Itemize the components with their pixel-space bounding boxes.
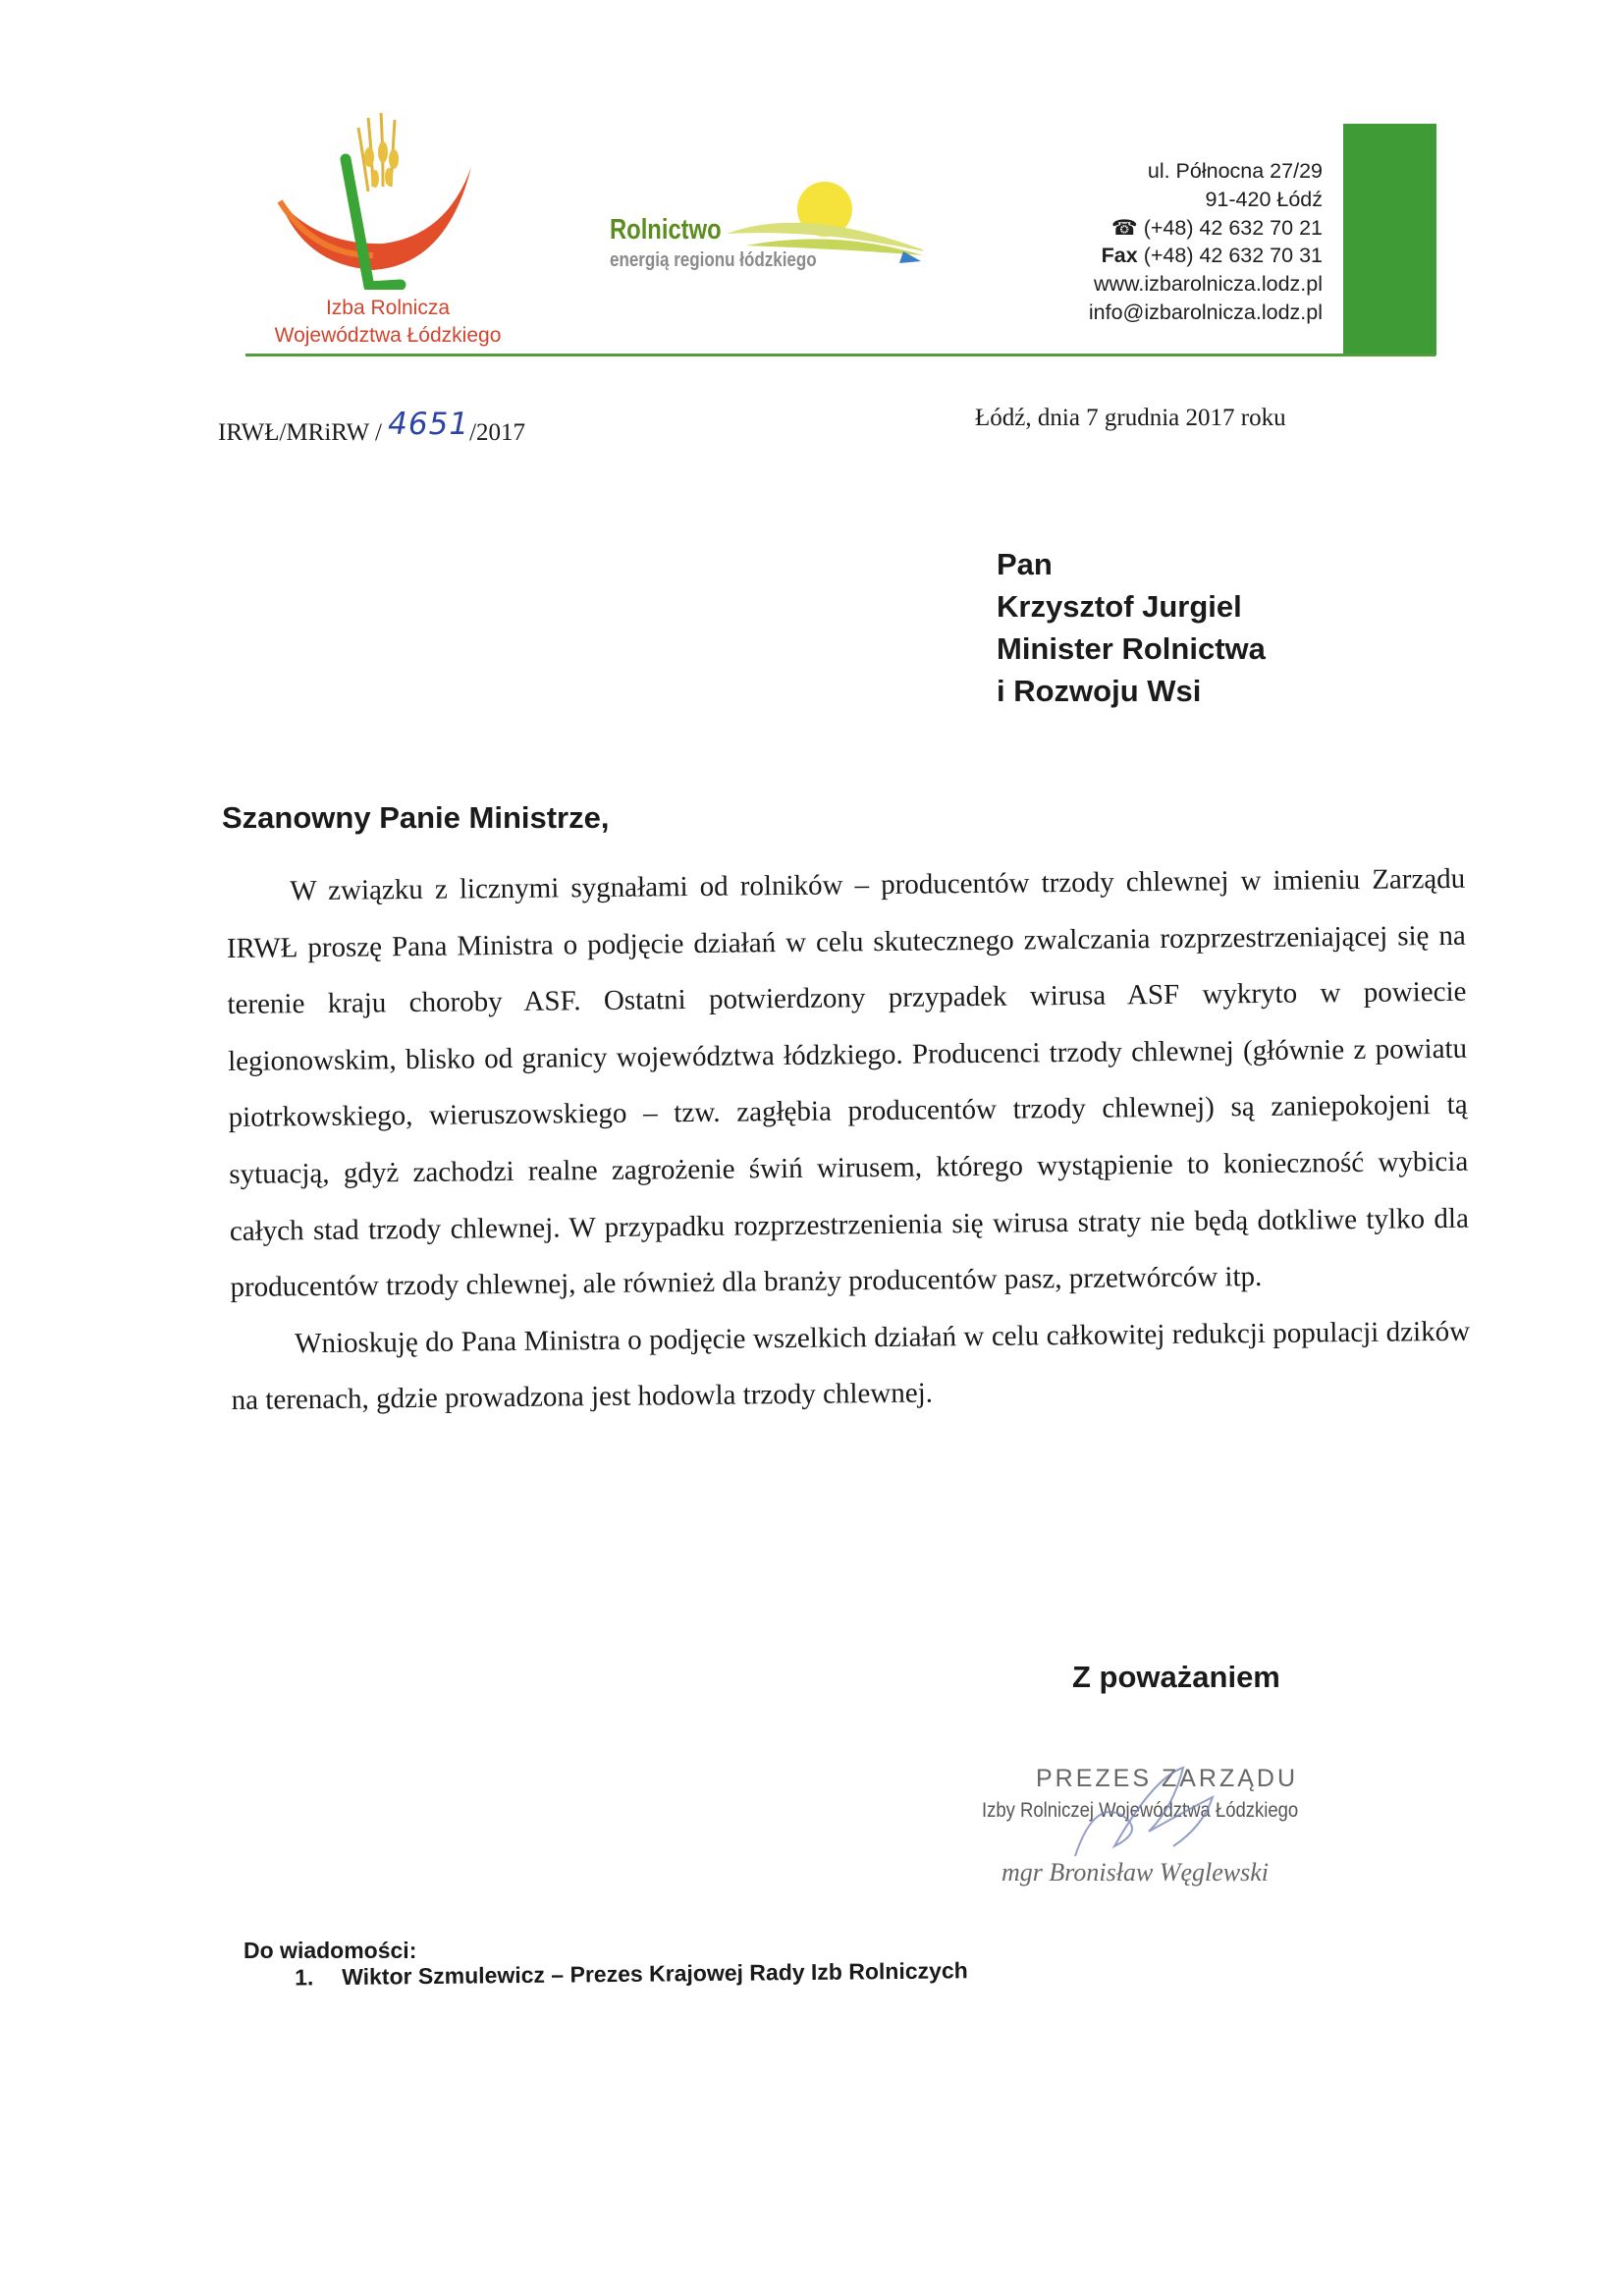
stamp-signatory: mgr Bronisław Węglewski: [1001, 1858, 1270, 1886]
copy-to-text: Wiktor Szmulewicz – Prezes Krajowej Rady Izb Rolniczych: [342, 1957, 968, 1990]
slogan-title: Rolnictwo: [610, 214, 722, 246]
org-name-line: Izba Rolnicza: [325, 297, 451, 319]
ref-handwritten-number: 4651: [388, 407, 470, 442]
ref-suffix: /2017: [469, 419, 526, 446]
fax-line: [999, 242, 1323, 270]
stamp-organization: Izby Rolniczej Województwa Łódzkiego: [982, 1799, 1299, 1822]
organization-name: [245, 295, 530, 350]
closing-phrase: Z poważaniem: [1072, 1660, 1280, 1694]
addressee-line: Krzysztof Jurgiel: [997, 589, 1242, 624]
fax-number: (+48) 42 632 70 31: [1143, 244, 1323, 268]
addressee-block: [997, 543, 1266, 712]
org-name-line: Województwa Łódzkiego: [274, 324, 502, 347]
slogan-subtitle: energią regionu łódzkiego: [610, 249, 817, 271]
green-accent-bar: [1343, 124, 1436, 355]
copy-to-number: 1.: [295, 1964, 314, 1991]
stamp-title: PREZES ZARZĄDU: [1036, 1765, 1299, 1792]
header-divider: [245, 354, 1435, 356]
letter-date: Łódź, dnia 7 grudnia 2017 roku: [975, 405, 1286, 431]
address-street: ul. Północna 27/29: [1147, 159, 1323, 183]
addressee-line: i Rozwoju Wsi: [997, 674, 1202, 708]
ref-prefix: IRWŁ/MRiRW /: [218, 419, 389, 446]
reference-number: [218, 407, 526, 448]
addressee-line: Pan: [997, 547, 1053, 581]
salutation: Szanowny Panie Ministrze,: [222, 800, 610, 835]
letter-body: [226, 851, 1471, 1430]
contact-block: [999, 157, 1323, 327]
address-city: 91-420 Łódź: [1205, 187, 1323, 211]
phone-line: [999, 214, 1323, 243]
phone-icon: ☎: [1110, 215, 1138, 240]
email: info@izbarolnicza.lodz.pl: [1088, 300, 1323, 324]
phone-number: (+48) 42 632 70 21: [1143, 215, 1323, 240]
fax-label: Fax: [1101, 244, 1138, 268]
body-paragraph: Wnioskuję do Pana Ministra o podjęcie wszelkich działań w celu całkowitej redukcji populacji dzików na terenach, gdzie prowadzona jest hodowla trzody chlewnej.: [231, 1315, 1471, 1417]
handwritten-signature: [1056, 1738, 1252, 1886]
copy-to-block: [244, 1937, 968, 1992]
izba-rolnicza-logo: [275, 108, 481, 290]
addressee-line: Minister Rolnictwa: [997, 631, 1266, 666]
copy-to-heading: Do wiadomości:: [244, 1938, 417, 1963]
body-paragraph: W związku z licznymi sygnałami od rolników – producentów trzody chlewnej w imieniu Zarządu IRWŁ proszę Pana Ministra o podjęcie działań w celu skutecznego zwalczania rozprzestrzeniającej się na terenie kraju choroby ASF. Ostatni potwierdzony przypadek wirusa ASF wykryto w powiecie legionowskim, blisko od granicy województwa łódzkiego. Producenci trzody chlewnej (głównie z powiatu piotrkowskiego, wieruszowskiego – tzw. zagłębia producentów trzody chlewnej) są zaniepokojeni tą sytuacją, gdyż zachodzi realne zagrożenie świń wirusem, którego wystąpienie to konieczność wybicia całych stad trzody chlewnej. W przypadku rozprzestrzenienia się wirusa straty nie będą dotkliwe tylko dla producentów trzody chlewnej, ale również dla branży producentów pasz, przetwórców itp.: [226, 862, 1470, 1304]
website: www.izbarolnicza.lodz.pl: [1093, 272, 1323, 297]
